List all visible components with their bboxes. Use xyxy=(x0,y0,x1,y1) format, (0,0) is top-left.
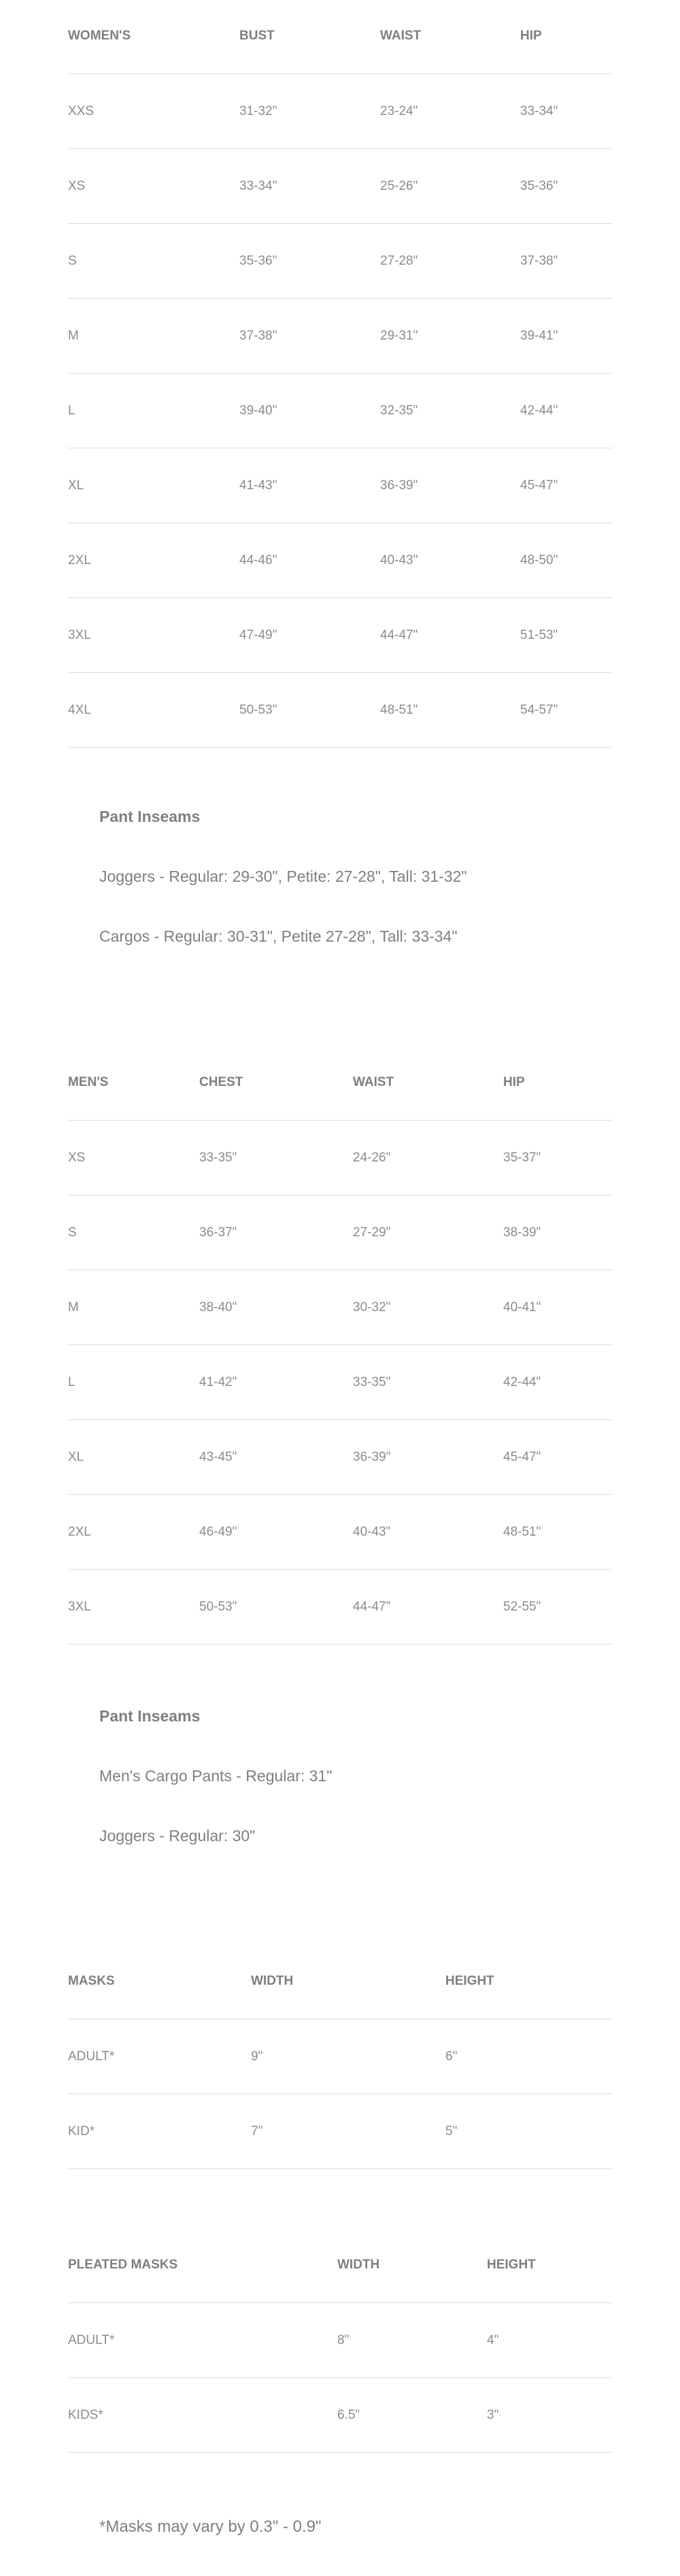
hip-cell: 54-57" xyxy=(520,673,612,748)
size-cell: KIDS* xyxy=(68,2378,337,2453)
hip-cell: 33-34" xyxy=(520,74,612,149)
masks-size-table xyxy=(68,1945,612,2169)
waist-cell: 36-39" xyxy=(380,448,520,523)
bust-cell: 37-38" xyxy=(239,299,380,374)
size-cell: 4XL xyxy=(68,673,239,748)
table-header-row xyxy=(68,2229,612,2303)
inseam-line xyxy=(99,1827,612,1845)
size-cell: 3XL xyxy=(68,598,239,673)
waist-cell: 36-39" xyxy=(353,1420,503,1495)
width-cell: 8" xyxy=(337,2303,487,2378)
table-row xyxy=(68,1495,612,1570)
table-row xyxy=(68,2378,612,2453)
size-cell: 3XL xyxy=(68,1570,199,1645)
bust-cell: 47-49" xyxy=(239,598,380,673)
hip-cell: 39-41" xyxy=(520,299,612,374)
column-header: WIDTH xyxy=(251,1945,445,2019)
column-header: PLEATED MASKS xyxy=(68,2229,337,2303)
column-header: MASKS xyxy=(68,1945,251,2019)
table-header-row xyxy=(68,1945,612,2019)
height-cell: 6" xyxy=(445,2019,612,2094)
chest-cell: 36-37" xyxy=(199,1195,353,1270)
table-row xyxy=(68,1270,612,1345)
height-cell: 4" xyxy=(487,2303,612,2378)
hip-cell: 35-36" xyxy=(520,149,612,224)
column-header: BUST xyxy=(239,0,380,74)
table-row xyxy=(68,1195,612,1270)
column-header: HEIGHT xyxy=(445,1945,612,2019)
mens-size-table xyxy=(68,1046,612,1645)
column-header: WOMEN'S xyxy=(68,0,239,74)
chest-cell: 43-45" xyxy=(199,1420,353,1495)
waist-cell: 44-47" xyxy=(353,1570,503,1645)
waist-cell: 48-51" xyxy=(380,673,520,748)
waist-cell: 40-43" xyxy=(380,523,520,598)
column-header: WAIST xyxy=(380,0,520,74)
bust-cell: 44-46" xyxy=(239,523,380,598)
waist-cell: 29-31" xyxy=(380,299,520,374)
width-cell: 7" xyxy=(251,2094,445,2169)
size-cell: KID* xyxy=(68,2094,251,2169)
size-cell: XL xyxy=(68,1420,199,1495)
hip-cell: 40-41" xyxy=(503,1270,612,1345)
waist-cell: 23-24" xyxy=(380,74,520,149)
size-cell: XS xyxy=(68,1121,199,1195)
table-row xyxy=(68,2094,612,2169)
inseam-title: Pant Inseams xyxy=(99,1707,201,1725)
bust-cell: 33-34" xyxy=(239,149,380,224)
chest-cell: 33-35" xyxy=(199,1121,353,1195)
table-row xyxy=(68,1121,612,1195)
table-row xyxy=(68,299,612,374)
bust-cell: 35-36" xyxy=(239,224,380,299)
table-row xyxy=(68,374,612,448)
bust-cell: 39-40" xyxy=(239,374,380,448)
hip-cell: 51-53" xyxy=(520,598,612,673)
size-cell: ADULT* xyxy=(68,2019,251,2094)
width-cell: 9" xyxy=(251,2019,445,2094)
waist-cell: 27-28" xyxy=(380,224,520,299)
inseam-line-text: Joggers - Regular: 29-30", Petite: 27-28", Tall: 31-32" xyxy=(99,868,467,885)
inseam-title: Pant Inseams xyxy=(99,808,201,825)
size-cell: XXS xyxy=(68,74,239,149)
bust-cell: 31-32" xyxy=(239,74,380,149)
table-header-row xyxy=(68,1046,612,1121)
table-row xyxy=(68,74,612,149)
size-cell: S xyxy=(68,1195,199,1270)
hip-cell: 48-51" xyxy=(503,1495,612,1570)
inseam-line-text: Cargos - Regular: 30-31", Petite 27-28", Tall: 33-34" xyxy=(99,927,458,945)
table-row xyxy=(68,448,612,523)
table-row xyxy=(68,2019,612,2094)
size-cell: XS xyxy=(68,149,239,224)
hip-cell: 48-50" xyxy=(520,523,612,598)
table-row xyxy=(68,673,612,748)
hip-cell: 38-39" xyxy=(503,1195,612,1270)
column-header: HIP xyxy=(520,0,612,74)
inseam-line xyxy=(99,1767,612,1785)
chest-cell: 38-40" xyxy=(199,1270,353,1345)
column-header: HEIGHT xyxy=(487,2229,612,2303)
chest-cell: 46-49" xyxy=(199,1495,353,1570)
inseam-line xyxy=(99,868,612,886)
size-cell: 2XL xyxy=(68,1495,199,1570)
table-header-row xyxy=(68,0,612,74)
table-row xyxy=(68,2303,612,2378)
inseam-line-text: Men's Cargo Pants - Regular: 31" xyxy=(99,1767,333,1785)
size-cell: XL xyxy=(68,448,239,523)
width-cell: 6.5" xyxy=(337,2378,487,2453)
chest-cell: 41-42" xyxy=(199,1345,353,1420)
womens-inseam-notes xyxy=(99,808,612,826)
waist-cell: 25-26" xyxy=(380,149,520,224)
table-row xyxy=(68,1420,612,1495)
hip-cell: 45-47" xyxy=(520,448,612,523)
hip-cell: 52-55" xyxy=(503,1570,612,1645)
size-cell: L xyxy=(68,1345,199,1420)
table-row xyxy=(68,1345,612,1420)
waist-cell: 24-26" xyxy=(353,1121,503,1195)
bust-cell: 41-43" xyxy=(239,448,380,523)
column-header: MEN'S xyxy=(68,1046,199,1121)
masks-footnote: *Masks may vary by 0.3" - 0.9" xyxy=(99,2517,322,2536)
table-row xyxy=(68,523,612,598)
table-row xyxy=(68,224,612,299)
size-cell: L xyxy=(68,374,239,448)
waist-cell: 33-35" xyxy=(353,1345,503,1420)
chest-cell: 50-53" xyxy=(199,1570,353,1645)
table-row xyxy=(68,149,612,224)
inseam-line-text: Joggers - Regular: 30" xyxy=(99,1827,256,1845)
size-cell: 2XL xyxy=(68,523,239,598)
column-header: CHEST xyxy=(199,1046,353,1121)
height-cell: 5" xyxy=(445,2094,612,2169)
hip-cell: 42-44" xyxy=(520,374,612,448)
hip-cell: 37-38" xyxy=(520,224,612,299)
column-header: WAIST xyxy=(353,1046,503,1121)
mens-inseam-notes xyxy=(99,1707,612,1725)
waist-cell: 32-35" xyxy=(380,374,520,448)
waist-cell: 44-47" xyxy=(380,598,520,673)
pleated-masks-size-table xyxy=(68,2229,612,2453)
inseam-line xyxy=(99,927,612,946)
waist-cell: 30-32" xyxy=(353,1270,503,1345)
size-cell: M xyxy=(68,299,239,374)
size-cell: S xyxy=(68,224,239,299)
size-cell: ADULT* xyxy=(68,2303,337,2378)
height-cell: 3" xyxy=(487,2378,612,2453)
womens-size-table xyxy=(68,0,612,748)
waist-cell: 27-29" xyxy=(353,1195,503,1270)
hip-cell: 45-47" xyxy=(503,1420,612,1495)
table-row xyxy=(68,1570,612,1645)
column-header: HIP xyxy=(503,1046,612,1121)
bust-cell: 50-53" xyxy=(239,673,380,748)
column-header: WIDTH xyxy=(337,2229,487,2303)
table-row xyxy=(68,598,612,673)
hip-cell: 35-37" xyxy=(503,1121,612,1195)
size-cell: M xyxy=(68,1270,199,1345)
hip-cell: 42-44" xyxy=(503,1345,612,1420)
waist-cell: 40-43" xyxy=(353,1495,503,1570)
